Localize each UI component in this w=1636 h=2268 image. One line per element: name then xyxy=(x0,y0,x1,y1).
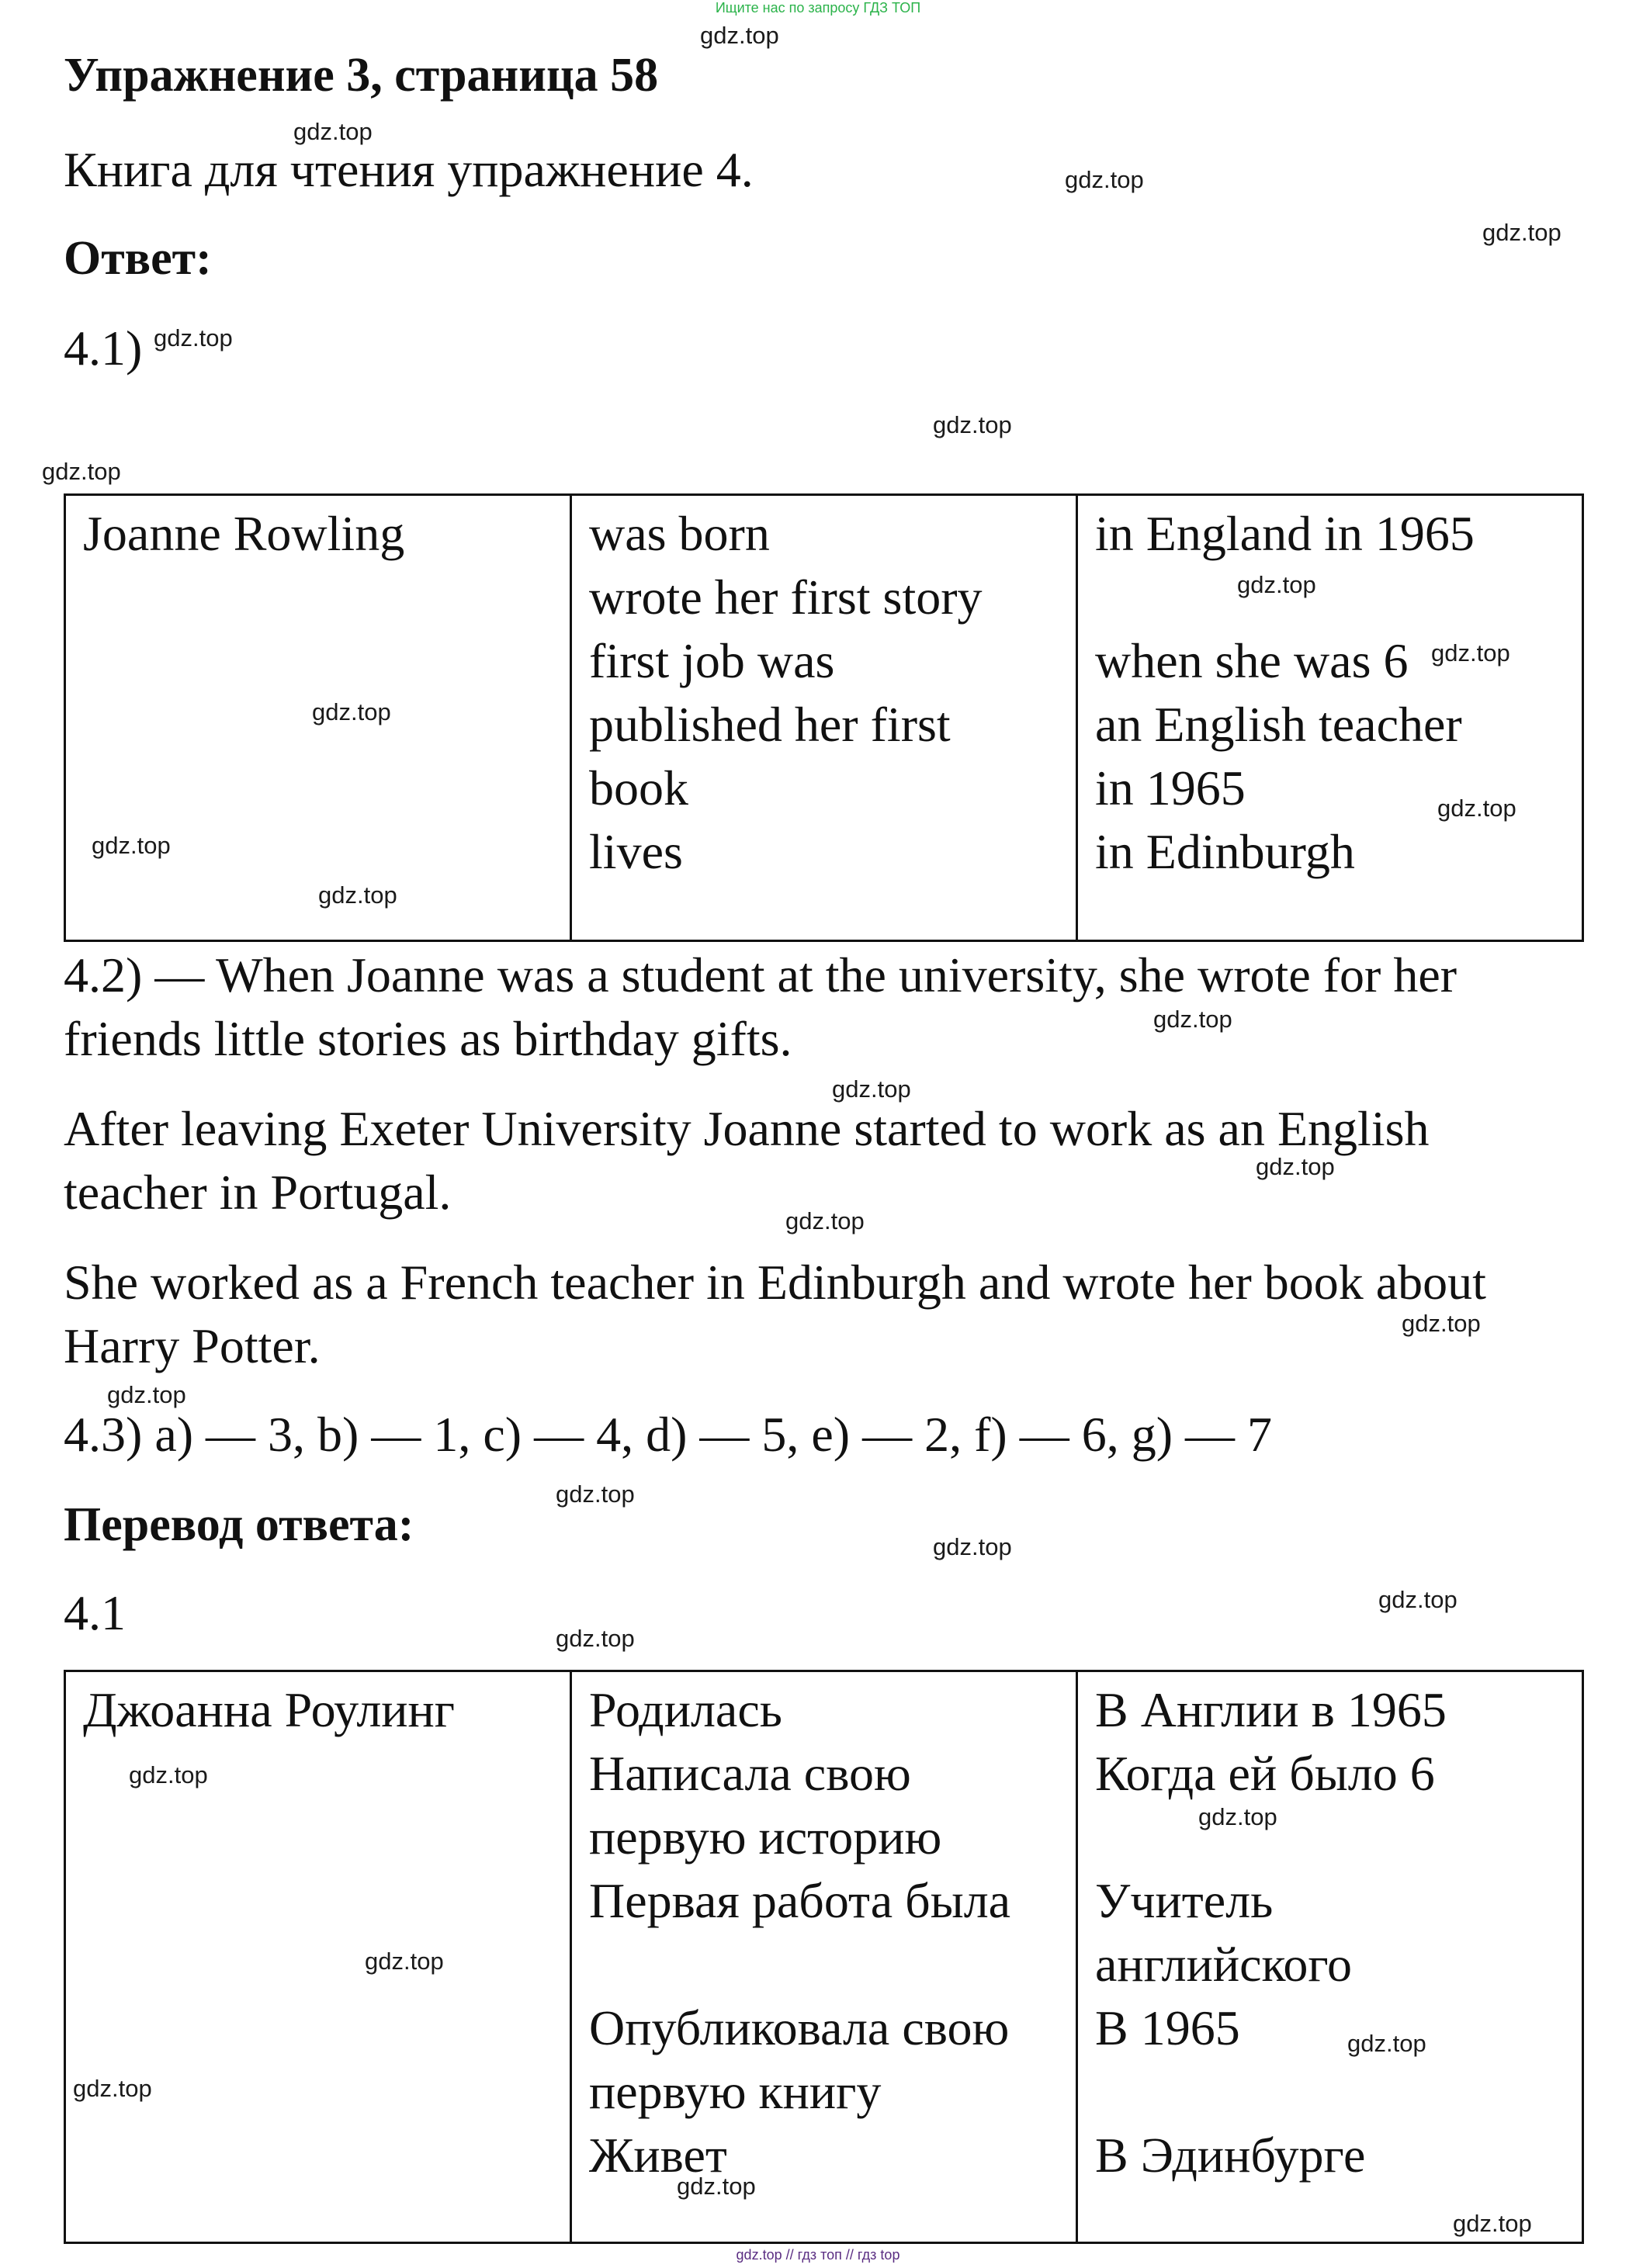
answer-table-en xyxy=(64,493,1584,942)
table-en-col-details xyxy=(1077,495,1583,941)
section-4-2-paragraph-2: After leaving Exeter University Joanne started to work as an English teacher in Portugal. xyxy=(64,1101,1430,1220)
watermark: gdz.top xyxy=(293,118,373,145)
page-title: Упражнение 3, страница 58 xyxy=(64,49,659,102)
subtitle: Книга для чтения упражнение 4. xyxy=(64,142,754,197)
table-cell: when she was 6 xyxy=(1095,633,1409,688)
section-4-2-paragraph-1: 4.2) — When Joanne was a student at the university, she wrote for her friends little stories as birthday gifts. xyxy=(64,947,1457,1066)
table-cell: first job was xyxy=(589,633,835,688)
section-4-1-ru-label: 4.1 xyxy=(64,1585,126,1640)
table-cell: Живет xyxy=(589,2128,727,2183)
watermark: gdz.top xyxy=(1065,166,1144,193)
watermark: gdz.top xyxy=(556,1625,635,1652)
watermark: gdz.top xyxy=(677,2173,756,2200)
table-cell: Учитель xyxy=(1095,1873,1274,1928)
watermark: gdz.top xyxy=(933,1533,1012,1560)
watermark: gdz.top xyxy=(1437,795,1516,822)
table-cell xyxy=(1095,2060,1566,2124)
table-cell: первую историю xyxy=(589,1809,942,1865)
table-cell: В 1965 xyxy=(1095,2000,1240,2055)
watermark: gdz.top xyxy=(1482,219,1561,246)
table-cell: book xyxy=(589,760,688,815)
table-en-col-verbs xyxy=(571,495,1077,941)
table-cell xyxy=(1095,1806,1566,1869)
watermark: gdz.top xyxy=(1347,2030,1426,2057)
table-cell: В Эдинбурге xyxy=(1095,2128,1366,2183)
table-cell: Написала свою xyxy=(589,1746,911,1801)
table-cell: английского xyxy=(1095,1937,1352,1992)
top-search-note: Ищите нас по запросу ГДЗ ТОП xyxy=(715,0,921,16)
table-cell: Joanne Rowling xyxy=(83,506,405,561)
watermark: gdz.top xyxy=(92,832,171,859)
watermark: gdz.top xyxy=(556,1480,635,1508)
table-ru-col-subject xyxy=(65,1671,571,2243)
table-ru-col-details xyxy=(1077,1671,1583,2243)
watermark: gdz.top xyxy=(700,22,779,49)
section-4-1-label: 4.1) xyxy=(64,320,143,376)
table-ru-col-verbs xyxy=(571,1671,1077,2243)
watermark: gdz.top xyxy=(318,881,397,909)
translation-label: Перевод ответа: xyxy=(64,1498,414,1551)
watermark: gdz.top xyxy=(785,1207,865,1234)
table-cell: wrote her first story xyxy=(589,570,983,625)
table-cell: Первая работа была xyxy=(589,1873,1011,1928)
watermark: gdz.top xyxy=(312,698,391,725)
table-cell: lives xyxy=(589,824,683,879)
table-cell: in Edinburgh xyxy=(1095,824,1355,879)
footer-note: gdz.top // гдз топ // гдз top xyxy=(736,2247,900,2263)
table-cell: published her first xyxy=(589,697,951,752)
watermark: gdz.top xyxy=(1431,639,1510,667)
table-cell xyxy=(1095,566,1566,629)
answer-label: Ответ: xyxy=(64,232,212,285)
table-cell: was born xyxy=(589,506,770,561)
answer-table-ru xyxy=(64,1670,1584,2244)
watermark: gdz.top xyxy=(1453,2210,1532,2237)
watermark: gdz.top xyxy=(154,324,233,351)
table-cell: Джоанна Роулинг xyxy=(83,1682,456,1737)
watermark: gdz.top xyxy=(42,458,121,485)
table-cell: Опубликовала свою xyxy=(589,2000,1010,2055)
watermark: gdz.top xyxy=(933,411,1012,438)
watermark: gdz.top xyxy=(107,1381,186,1408)
watermark: gdz.top xyxy=(1237,571,1316,598)
table-cell: Родилась xyxy=(589,1682,782,1737)
table-cell: in 1965 xyxy=(1095,760,1246,815)
watermark: gdz.top xyxy=(1402,1310,1481,1337)
watermark: gdz.top xyxy=(73,2075,152,2102)
watermark: gdz.top xyxy=(1256,1153,1335,1180)
table-cell: Когда ей было 6 xyxy=(1095,1746,1435,1801)
watermark: gdz.top xyxy=(832,1075,911,1103)
table-cell: первую книгу xyxy=(589,2064,882,2119)
section-4-2-paragraph-3: She worked as a French teacher in Edinburgh and wrote her book about Harry Potter. xyxy=(64,1255,1486,1373)
watermark: gdz.top xyxy=(129,1761,208,1788)
table-cell xyxy=(589,1933,1060,1996)
table-cell: an English teacher xyxy=(1095,697,1462,752)
section-4-3-answers: 4.3) a) — 3, b) — 1, c) — 4, d) — 5, e) — 2, f) — 6, g) — 7 xyxy=(64,1407,1273,1462)
watermark: gdz.top xyxy=(1378,1586,1457,1613)
watermark: gdz.top xyxy=(365,1948,444,1975)
watermark: gdz.top xyxy=(1153,1006,1232,1033)
watermark: gdz.top xyxy=(1198,1803,1277,1830)
table-cell: В Англии в 1965 xyxy=(1095,1682,1447,1737)
table-cell: in England in 1965 xyxy=(1095,506,1475,561)
